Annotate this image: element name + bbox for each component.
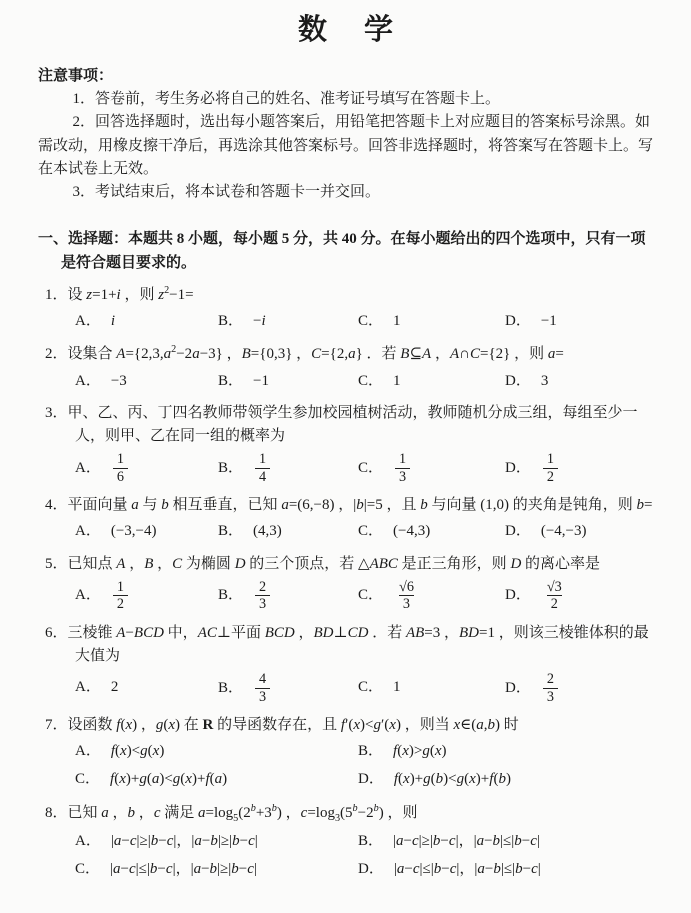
option-text: f(x)<g(x)	[110, 743, 165, 760]
option-group	[75, 310, 657, 333]
option-label: D．	[505, 372, 531, 389]
option-label: A．	[75, 743, 101, 760]
option	[358, 451, 505, 485]
option-label: B．	[218, 372, 244, 389]
question-number: 8．	[45, 804, 68, 821]
option-text	[253, 578, 272, 613]
option	[75, 520, 218, 543]
option-label: B．	[218, 313, 244, 330]
option-label: A．	[75, 372, 101, 389]
option-text: |a−c|≤|b−c|，|a−b|≥|b−c|	[110, 860, 257, 877]
question-number: 6．	[45, 624, 68, 641]
option	[505, 451, 657, 485]
option-group	[75, 671, 657, 705]
fraction: $\frac{4}{3}$	[255, 671, 270, 705]
option	[75, 579, 218, 613]
option-label: A．	[75, 523, 101, 540]
option	[75, 310, 218, 333]
option-group	[75, 830, 657, 882]
option	[358, 370, 505, 393]
option-label: B．	[358, 743, 384, 760]
question-stem: 已知 a ，b ，c 满足 $a=\log_5(2^b+3^b)$ ，$c=\log_3(5^b-2^b)$ ，则	[67, 802, 418, 824]
question-stem: 设集合 $A=\{2,3,a^2-2a-3\}$ ，B={0,3} ，C={2,a} ．若 B⊆A ，A∩C={2} ，则 a=	[67, 344, 564, 363]
question	[38, 553, 657, 613]
option-label: A．	[75, 313, 101, 330]
option-text: i	[110, 313, 116, 330]
option-text	[541, 578, 568, 613]
option-label: C．	[358, 587, 384, 604]
fraction: $\frac{1}{6}$	[113, 451, 128, 485]
question-stem: 平面向量 a 与 b 相互垂直，已知 a=(6,−8) ，|b|=5 ，且 b 与向量 (1,0) 的夹角是钝角，则 b=	[67, 497, 653, 514]
option-group	[75, 520, 657, 543]
option-text: 1	[393, 313, 401, 330]
option-label: D．	[505, 523, 531, 540]
option-text: |a−c|≥|b−c|，|a−b|≥|b−c|	[110, 832, 258, 849]
question	[38, 494, 657, 544]
option-label: C．	[358, 523, 384, 540]
option	[358, 676, 505, 699]
option	[505, 671, 657, 705]
option	[218, 370, 358, 393]
question-number: 7．	[45, 716, 68, 733]
question-number: 3．	[45, 404, 68, 421]
question-stem: 已知点 A ，B ，C 为椭圆 D 的三个顶点，若 △ABC 是正三角形，则 D 的离心率是	[67, 555, 601, 572]
option	[218, 451, 358, 485]
question	[38, 402, 657, 485]
option-group	[75, 451, 657, 485]
question-number: 2．	[45, 346, 68, 363]
option-label: D．	[505, 587, 531, 604]
option-label: B．	[218, 523, 244, 540]
option-label: D．	[505, 459, 531, 476]
option-text	[541, 451, 560, 485]
question-number: 4．	[45, 497, 68, 514]
question	[38, 342, 657, 393]
option-group	[75, 579, 657, 613]
question	[38, 622, 657, 705]
option-label: C．	[75, 860, 101, 877]
option-label: A．	[75, 587, 101, 604]
option-text: (4,3)	[253, 523, 282, 540]
option-label: B．	[218, 459, 244, 476]
option-label: A．	[75, 679, 101, 696]
option-label: C．	[358, 372, 384, 389]
option-text	[111, 578, 130, 613]
option	[358, 520, 505, 543]
option-label: C．	[358, 459, 384, 476]
option-label: D．	[358, 771, 384, 788]
option	[218, 671, 358, 705]
fraction: $\frac{2}{3}$	[255, 579, 270, 613]
option-text	[393, 578, 420, 613]
option	[75, 768, 358, 791]
option-text: |a−c|≤|b−c|，|a−b|≤|b−c|	[393, 860, 541, 877]
question-number: 1．	[45, 286, 68, 303]
question-number: 5．	[45, 555, 68, 572]
notice-item: 1．答卷前，考生务必将自己的姓名、准考证号填写在答题卡上。	[72, 91, 501, 108]
notice-item: 2．回答选择题时，选出每小题答案后，用铅笔把答题卡上对应题目的答案标号涂黑。如需改动，用橡皮擦干净后，再选涂其他答案标号。回答非选择题时，将答案写在答题卡上。写在本试卷上无效。	[38, 114, 654, 177]
option-text	[541, 671, 560, 705]
option-label: B．	[218, 679, 244, 696]
question-list	[38, 283, 657, 881]
option-label: A．	[75, 459, 101, 476]
option-text	[111, 451, 130, 485]
question-stem: 甲、乙、丙、丁四名教师带领学生参加校园植树活动，教师随机分成三组，每组至少一人，则甲、乙在同一组的概率为	[67, 404, 638, 445]
option	[358, 768, 657, 791]
option-text: −3	[110, 372, 127, 389]
option-label: C．	[75, 771, 101, 788]
question	[38, 714, 657, 792]
question	[38, 283, 657, 334]
question	[38, 801, 657, 881]
fraction: $\frac{√3}{2}$	[546, 578, 562, 613]
option-text: −1	[540, 313, 557, 330]
option-label: B．	[218, 587, 244, 604]
option-label: A．	[75, 832, 101, 849]
option	[75, 676, 218, 699]
option	[358, 740, 657, 763]
option-group	[75, 370, 657, 393]
option	[358, 310, 505, 333]
option	[218, 520, 358, 543]
option	[218, 310, 358, 333]
option	[358, 858, 657, 881]
option	[75, 740, 358, 763]
option	[358, 579, 505, 613]
option-label: C．	[358, 679, 384, 696]
option-text: (−4,3)	[393, 523, 431, 540]
fraction: $\frac{1}{3}$	[395, 451, 410, 485]
option-label: D．	[505, 679, 531, 696]
notice-item: 3．考试结束后，将本试卷和答题卡一并交回。	[72, 184, 381, 201]
option-text: |a−c|≥|b−c|，|a−b|≤|b−c|	[393, 832, 540, 849]
option-text	[253, 671, 272, 705]
option-text	[393, 451, 412, 485]
option-text: 1	[393, 679, 401, 696]
question-stem: 设函数 f(x) ，g(x) 在 R 的导函数存在，且 f′(x)<g′(x) ，则当 x∈(a,b) 时	[67, 716, 519, 733]
option-label: D．	[358, 860, 384, 877]
fraction: $\frac{√6}{3}$	[399, 578, 414, 613]
option	[358, 830, 657, 853]
option-text: 3	[540, 372, 549, 389]
option-text: f(x)+g(b)<g(x)+f(b)	[393, 771, 511, 788]
option-text: (−4,−3)	[540, 523, 587, 540]
option	[75, 370, 218, 393]
question-stem: 设 z=1+i ，则 $z^2-1=$	[67, 284, 194, 303]
fraction: $\frac{2}{3}$	[543, 671, 558, 705]
option-text: f(x)+g(a)<g(x)+f(a)	[110, 771, 228, 788]
option-text: (−3,−4)	[110, 523, 157, 540]
option-group	[75, 740, 657, 792]
option	[218, 579, 358, 613]
option-text	[253, 451, 272, 485]
option	[75, 858, 358, 881]
fraction: $\frac{1}{2}$	[113, 579, 128, 613]
option	[75, 830, 358, 853]
option-text: −i	[253, 313, 266, 330]
notice-heading: 注意事项：	[38, 67, 114, 84]
option	[75, 451, 218, 485]
fraction: $\frac{1}{4}$	[255, 451, 270, 485]
option-text: 2	[110, 679, 119, 696]
question-stem: 三棱锥 A−BCD 中，AC⊥平面 BCD ，BD⊥CD ．若 AB=3 ，BD=1 ，则该三棱锥体积的最大值为	[67, 624, 649, 664]
option-label: D．	[505, 313, 531, 330]
notice-section	[38, 65, 657, 205]
fraction: $\frac{1}{2}$	[543, 451, 558, 485]
option-label: C．	[358, 313, 384, 330]
option	[505, 520, 657, 543]
option	[505, 310, 657, 333]
option	[505, 370, 657, 393]
option-text: f(x)>g(x)	[393, 743, 447, 760]
option	[505, 579, 657, 613]
page-title: 数 学	[297, 14, 397, 46]
option-label: B．	[358, 832, 384, 849]
option-text: 1	[393, 372, 401, 389]
option-text: −1	[253, 372, 269, 389]
section-heading: 一、选择题：本题共 8 小题，每小题 5 分，共 40 分。在每小题给出的四个选项中，只有一项是符合题目要求的。	[38, 231, 646, 271]
